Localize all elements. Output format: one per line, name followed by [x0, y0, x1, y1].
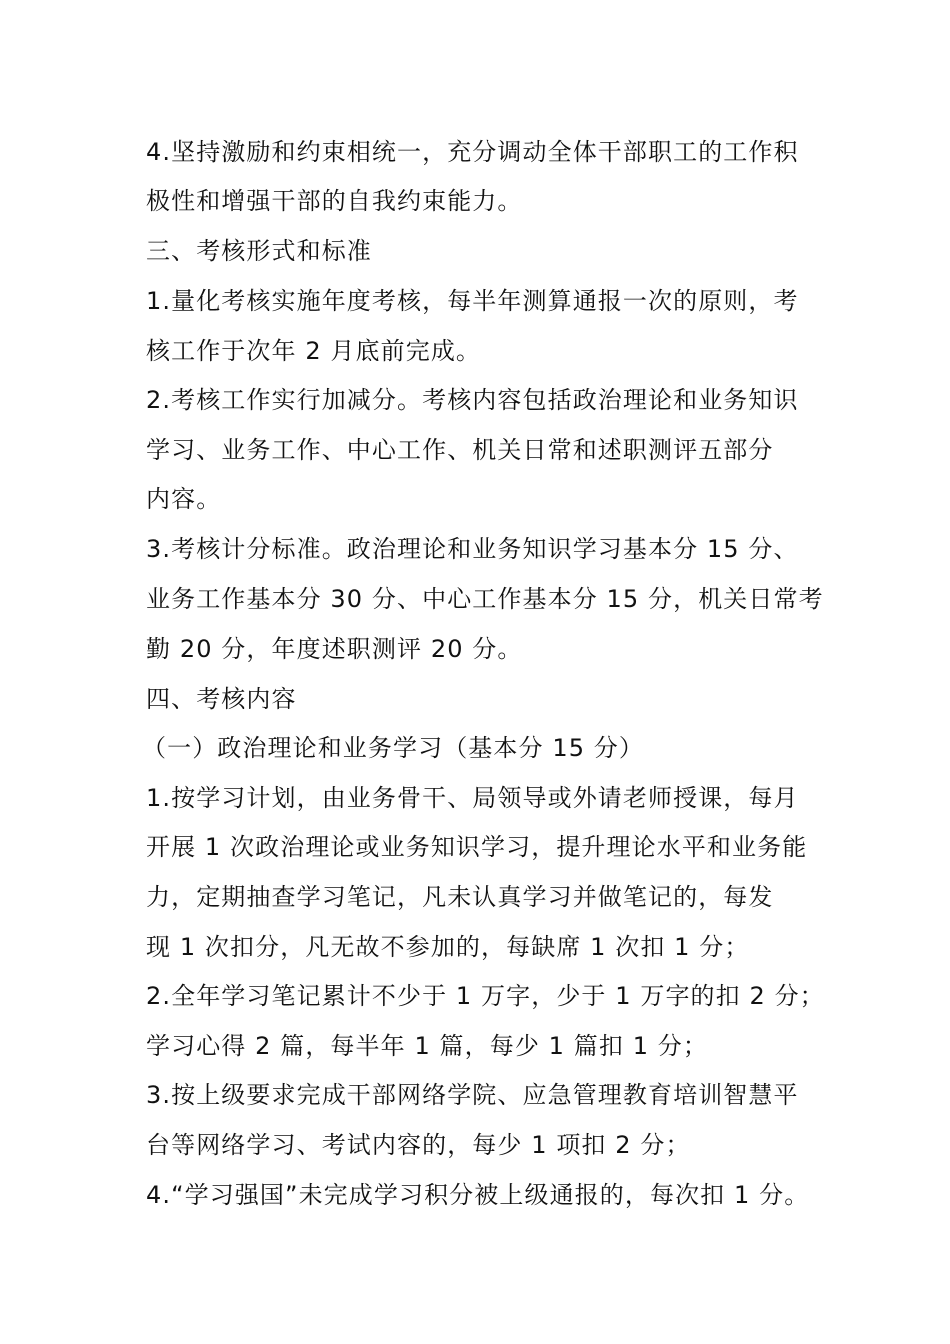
text-line: 3.考核计分标准。政治理论和业务知识学习基本分 15 分、	[146, 535, 799, 563]
text-line: 3.按上级要求完成干部网络学院、应急管理教育培训智慧平	[146, 1081, 799, 1109]
subsection-heading: （一）政治理论和业务学习（基本分 15 分）	[142, 734, 644, 762]
text-line: 勤 20 分，年度述职测评 20 分。	[146, 635, 523, 663]
text-line: 4.坚持激励和约束相统一，充分调动全体干部职工的工作积	[146, 138, 799, 166]
text-line: 2.全年学习笔记累计不少于 1 万字，少于 1 万字的扣 2 分；	[146, 982, 825, 1010]
text-line: 学习心得 2 篇，每半年 1 篇，每少 1 篇扣 1 分；	[146, 1032, 709, 1060]
text-line: 极性和增强干部的自我约束能力。	[146, 187, 523, 215]
text-line: 开展 1 次政治理论或业务知识学习，提升理论水平和业务能	[146, 833, 808, 861]
text-line: 力，定期抽查学习笔记，凡未认真学习并做笔记的，每发	[146, 883, 774, 911]
text-line: 学习、业务工作、中心工作、机关日常和述职测评五部分	[146, 436, 774, 464]
section-heading: 三、考核形式和标准	[146, 237, 372, 265]
text-line: 核工作于次年 2 月底前完成。	[146, 337, 482, 365]
text-line: 业务工作基本分 30 分、中心工作基本分 15 分，机关日常考	[146, 585, 824, 613]
text-line: 内容。	[146, 485, 222, 513]
text-line: 2.考核工作实行加减分。考核内容包括政治理论和业务知识	[146, 386, 799, 414]
text-line: 台等网络学习、考试内容的，每少 1 项扣 2 分；	[146, 1131, 691, 1159]
section-heading: 四、考核内容	[146, 685, 297, 713]
text-line: 1.量化考核实施年度考核，每半年测算通报一次的原则，考	[146, 287, 799, 315]
text-line: 1.按学习计划，由业务骨干、局领导或外请老师授课，每月	[146, 784, 799, 812]
text-line: 现 1 次扣分，凡无故不参加的，每缺席 1 次扣 1 分；	[146, 933, 750, 961]
text-line: 4.“学习强国”未完成学习积分被上级通报的，每次扣 1 分。	[146, 1181, 810, 1209]
